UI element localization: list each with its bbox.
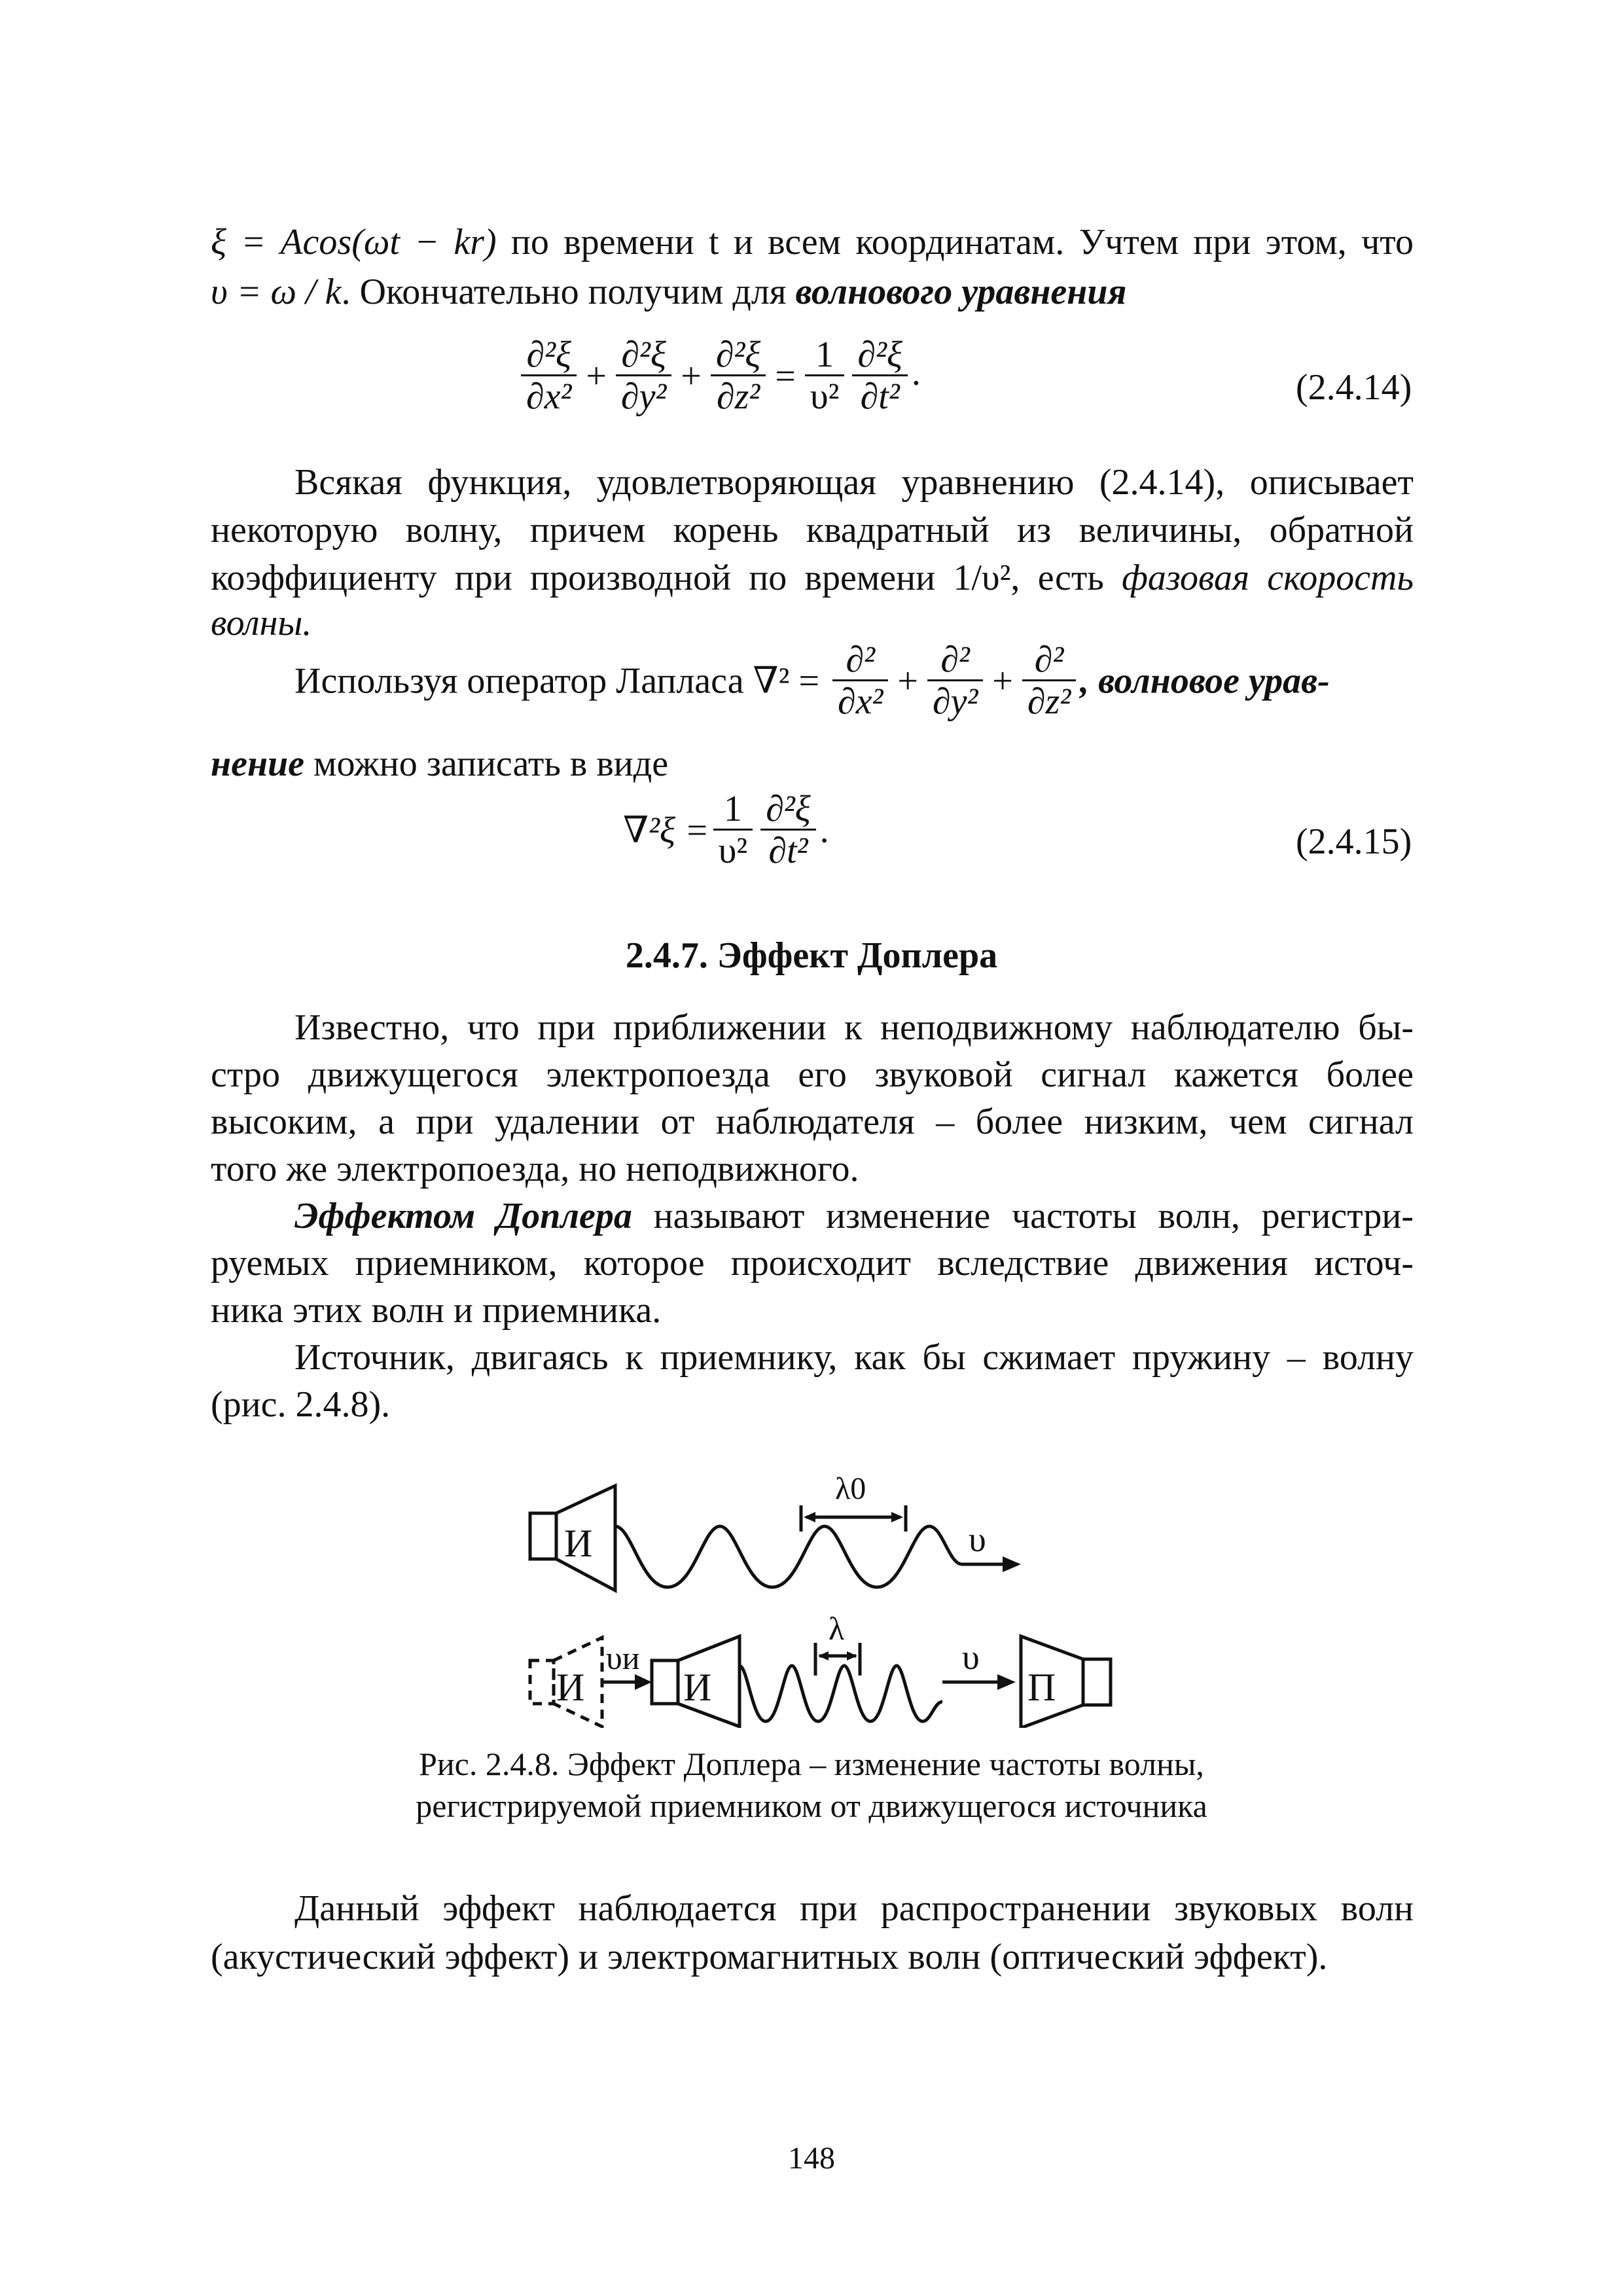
bold-term: , волновое урав- (1080, 660, 1330, 702)
bold-term: нение (211, 744, 305, 784)
fraction: $\frac{\text{∂²}}{\text{∂y²}}$ (927, 640, 983, 722)
fraction: $\frac{\text{∂²}}{\text{∂x²}}$ (832, 640, 888, 722)
source-label-bottom: И (683, 1666, 712, 1709)
text-line: Данный эффект наблюдается при распространении звуковых волн (294, 1888, 1414, 1929)
inline-formula: ξ = Acos(ωt − kr) (211, 222, 497, 262)
wave-bottom (740, 1666, 942, 1721)
fraction: $\frac{\text{∂²ξ}}{\text{∂z²}}$ (711, 335, 766, 417)
fraction: $\frac{\text{∂²ξ}}{\text{∂y²}}$ (616, 335, 671, 417)
text-run: можно записать в виде (304, 744, 669, 784)
text-line (294, 1195, 1414, 1237)
fraction: $\frac{\text{∂²ξ}}{\text{∂t²}}$ (852, 335, 907, 417)
text-line: (акустический эффект) и электромагнитных волн (оптический эффект). (211, 1937, 1328, 1977)
text-line: ника этих волн и приемника. (211, 1290, 662, 1331)
source-label-previous: И (556, 1666, 585, 1709)
fraction: $\frac{\text{∂²}}{\text{∂z²}}$ (1022, 640, 1076, 722)
text-line: Используя оператор Лапласа ∇² = $\frac{\text{∂²}}{\text{∂x²}}$ + $\frac{\text{∂²}}{\text{∂y²}}$ + $\frac{\text{∂²}}{\text{∂z²}}$ , волновое урав- (294, 639, 1330, 722)
fraction: $\frac{1}{\text{υ²}}$ (713, 789, 753, 871)
text-line: некоторую волну, причем корень квадратный из величины, обратной (211, 510, 1414, 550)
lambda0-label: λ0 (835, 1471, 866, 1506)
figure-caption-line: Рис. 2.4.8. Эффект Доплера – изменение частоты волны, (419, 1746, 1204, 1782)
italic-term: волны. (211, 603, 312, 643)
text-line: стро движущегося электропоезда его звуковой сигнал кажется более (211, 1054, 1414, 1095)
equation-lhs: ∇²ξ = (623, 810, 709, 851)
velocity-label-bottom: υ (962, 1638, 980, 1677)
equation-2-4-15: ∇²ξ = $\frac{1}{\text{υ²}}$ $\frac{\text{∂²ξ}}{\text{∂t²}}$ . (623, 789, 829, 871)
text-line (211, 743, 668, 785)
text-line (211, 602, 312, 644)
velocity-label-top: υ (969, 1520, 986, 1559)
wavelength-bracket-bottom (815, 1643, 860, 1676)
equation-number: (2.4.15) (1296, 821, 1412, 862)
fraction: $\frac{1}{\text{υ²}}$ (805, 335, 845, 417)
text-line: Известно, что при приближении к неподвижному наблюдателю бы- (294, 1007, 1414, 1048)
equation-number: (2.4.14) (1296, 367, 1412, 408)
doppler-figure (510, 1453, 1139, 1728)
text-line (211, 271, 1126, 313)
source-velocity-label: υи (606, 1640, 640, 1676)
text-run: по времени t и всем координатам. Учтем при этом, что (496, 222, 1414, 262)
text-run: Используя оператор Лапласа ∇² = (294, 660, 829, 702)
text-line: руемых приемником, которое происходит вследствие движения источ- (211, 1243, 1414, 1283)
source-velocity-arrow (602, 1674, 652, 1690)
bold-term: волнового уравнения (795, 272, 1127, 312)
italic-term: фазовая скорость (1122, 558, 1414, 598)
section-title: 2.4.7. Эффект Доплера (625, 935, 998, 976)
lambda-label: λ (829, 1610, 845, 1647)
text-line: того же электропоезда, но неподвижного. (211, 1149, 859, 1189)
bold-term: Эффектом Доплера (294, 1196, 632, 1236)
receiver-label: П (1027, 1666, 1056, 1709)
fraction: $\frac{\text{∂²ξ}}{\text{∂x²}}$ (521, 335, 577, 417)
text-run: называют изменение частоты волн, регистри- (632, 1196, 1414, 1236)
text-line: высоким, а при удалении от наблюдателя – более низким, чем сигнал (211, 1102, 1414, 1142)
text-run: коэффициенту при производной по времени 1/υ², есть (211, 558, 1122, 598)
inline-formula: υ = ω / k (211, 272, 342, 312)
figure-caption-line: регистрируемой приемником от движущегося источника (416, 1787, 1207, 1824)
text-line: Источник, двигаясь к приемнику, как бы сжимает пружину – волну (294, 1337, 1414, 1378)
text-line (211, 221, 1414, 263)
equation-2-4-14: $\frac{\text{∂²ξ}}{\text{∂x²}}$ + $\frac{\text{∂²ξ}}{\text{∂y²}}$ + $\frac{\text{∂²ξ}}{\text{∂z²}}$ = $\frac{1}{\text{υ²}}$ $\frac{\text{∂²ξ}}{\text{∂t²}}$ . (517, 335, 921, 417)
text-line: Всякая функция, удовлетворяющая уравнению (2.4.14), описывает (294, 462, 1414, 503)
source-label-top: И (564, 1522, 593, 1565)
text-line: (рис. 2.4.8). (211, 1384, 391, 1425)
wave-top (615, 1526, 962, 1587)
page-number: 148 (788, 2141, 835, 2176)
text-run: . Окончательно получим для (341, 272, 796, 312)
fraction: $\frac{\text{∂²ξ}}{\text{∂t²}}$ (760, 789, 815, 871)
text-line (211, 557, 1414, 599)
wavelength-bracket-top (801, 1505, 906, 1532)
